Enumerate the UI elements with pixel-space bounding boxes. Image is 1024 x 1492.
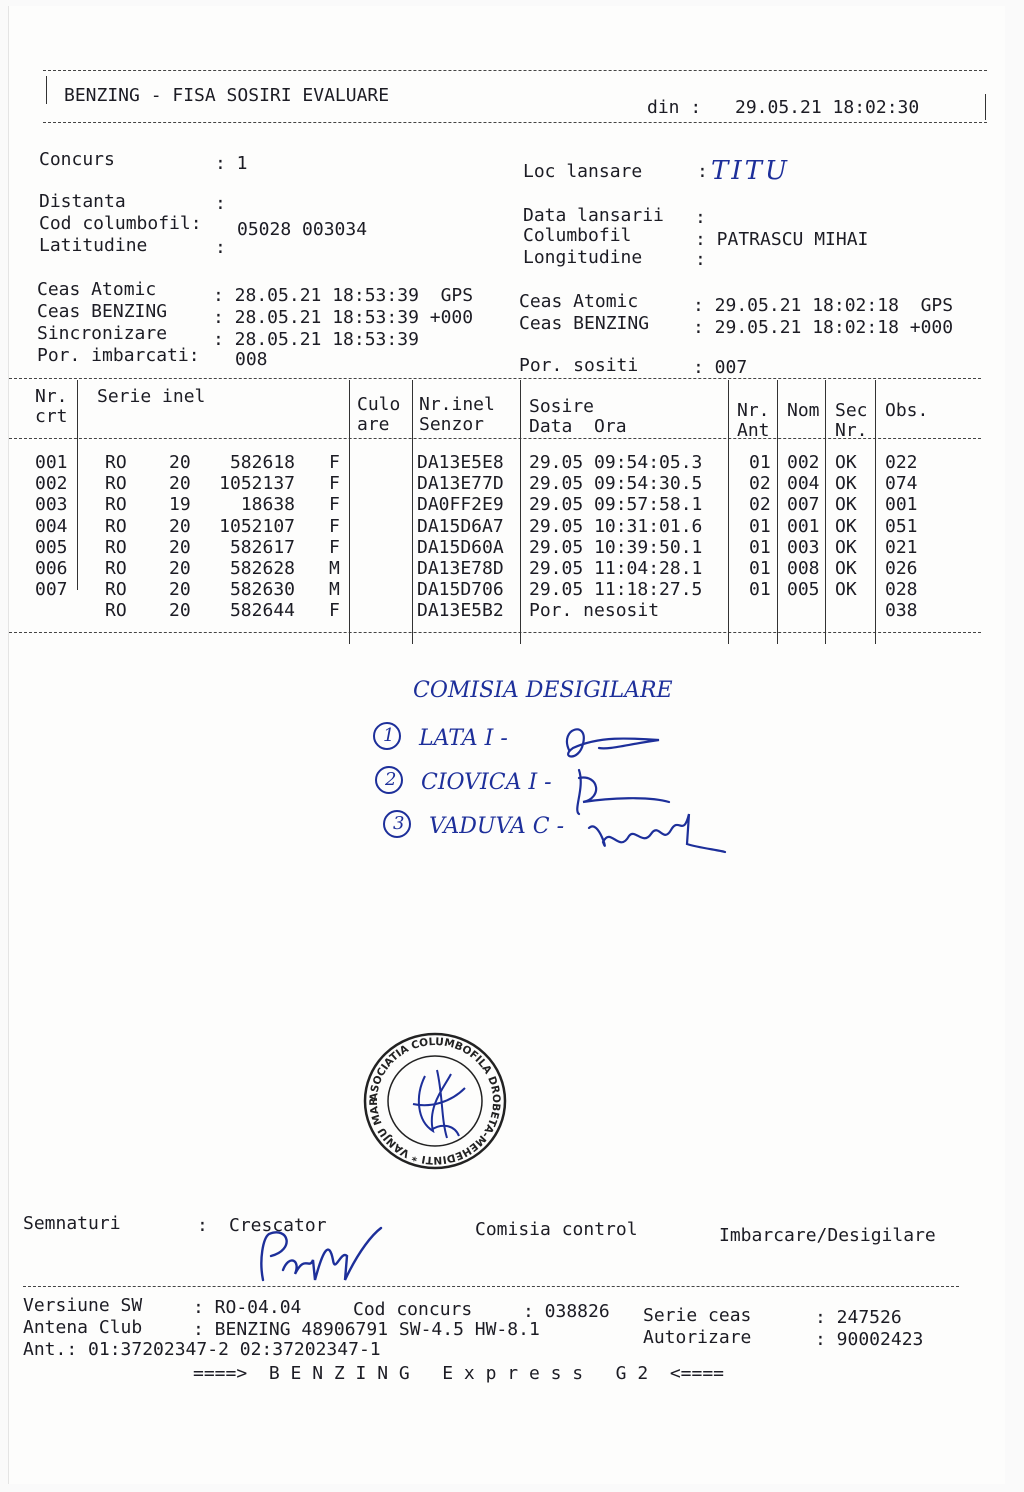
autorizare-label: Autorizare: [643, 1327, 752, 1348]
member-1-name: LATA I -: [419, 726, 508, 751]
header-culoare-2: are: [357, 414, 390, 435]
table-cell-ring: 582628: [229, 558, 295, 579]
table-cell-nom: 005: [787, 579, 820, 601]
header-sosire: Sosire: [529, 396, 595, 417]
header-nr-inel: Nr.inel: [419, 394, 495, 415]
table-cell-country: RO: [105, 494, 127, 516]
col-divider: [412, 380, 413, 644]
table-cell-country: RO: [105, 558, 127, 579]
ceas-atomic-start-label: Ceas Atomic: [37, 279, 157, 300]
loc-lansare-label: Loc lansare: [523, 161, 643, 182]
ceas-atomic-end-label: Ceas Atomic: [519, 291, 639, 312]
table-cell-antenna: 01: [749, 515, 771, 537]
table-cell-country: RO: [105, 515, 127, 537]
loc-lansare-value: TITU: [711, 156, 790, 186]
table-cell-obs: 026: [885, 558, 918, 579]
serie-ceas-label: Serie ceas: [643, 1305, 752, 1326]
table-cell-year: 20: [169, 600, 191, 622]
table-cell-antenna: 01: [749, 536, 771, 558]
porumbei-sositi-value: : 007: [693, 357, 748, 378]
distanta-label: Distanta: [39, 191, 126, 212]
table-cell-year: 20: [169, 579, 191, 601]
table-cell-nr: 001: [35, 452, 68, 473]
header-left-bar: [46, 76, 47, 104]
col-divider: [825, 380, 826, 644]
col-divider: [349, 380, 350, 644]
table-cell-sex: M: [329, 579, 340, 601]
loc-lansare-sep: :: [697, 161, 708, 182]
header-top-rule: [43, 70, 987, 71]
table-cell-sensor: DA13E78D: [417, 558, 504, 579]
commission-signatures: [539, 718, 729, 868]
table-cell-sex: F: [329, 515, 340, 537]
table-cell-year: 20: [169, 473, 191, 495]
table-cell-antenna: 01: [749, 558, 771, 579]
table-cell-sensor: DA15D6A7: [417, 515, 504, 537]
table-bottom-rule: [9, 632, 981, 633]
table-cell-sec: OK: [835, 558, 857, 579]
table-cell-sensor: DA13E5B2: [417, 600, 504, 622]
header-right-bar: [985, 94, 986, 120]
comisia-control-label: Comisia control: [475, 1219, 638, 1240]
header-nr: Nr.: [35, 386, 68, 407]
serie-ceas-value: : 247526: [815, 1307, 902, 1328]
table-cell-sex: F: [329, 494, 340, 516]
date-value: 29.05.21 18:02:30: [735, 97, 920, 118]
header-culoare-1: Culo: [357, 394, 401, 415]
table-cell-obs: 022: [885, 452, 918, 473]
table-cell-sensor: DA13E77D: [417, 473, 504, 495]
signatures-label: Semnaturi: [23, 1213, 121, 1234]
table-cell-year: 19: [169, 494, 191, 516]
table-cell-ring: 582630: [229, 579, 295, 601]
table-cell-arrival: Por. nesosit: [529, 600, 660, 622]
member-number-3: 3: [393, 813, 405, 834]
columbofil-value: : PATRASCU MIHAI: [695, 229, 869, 250]
table-cell-sec: OK: [835, 473, 857, 495]
stamp-text: ASOCIATIA COLUMBOFILA DROBETA-MEHEDINTI * VANJU MARE *: [351, 1017, 503, 1167]
ceas-atomic-start-value: : 28.05.21 18:53:39 GPS: [213, 285, 474, 306]
table-cell-country: RO: [105, 579, 127, 601]
col-divider: [875, 380, 876, 644]
handwritten-commission-title: COMISIA DESIGILARE: [413, 678, 673, 703]
header-crt: crt: [35, 406, 68, 427]
ceas-benzing-end-value: : 29.05.21 18:02:18 +000: [693, 317, 954, 338]
footer-rule: [23, 1286, 959, 1287]
header-bottom-rule: [43, 122, 987, 123]
table-cell-nr: 006: [35, 558, 68, 579]
header-senzor: Senzor: [419, 414, 485, 435]
table-cell-sec: OK: [835, 579, 857, 601]
table-cell-nom: 008: [787, 558, 820, 579]
columbofil-label: Columbofil: [523, 225, 632, 246]
table-cell-arrival: 29.05 11:18:27.5: [529, 579, 703, 601]
table-cell-arrival: 29.05 09:54:05.3: [529, 452, 703, 473]
col-divider: [777, 380, 778, 644]
data-lansarii-value: :: [695, 207, 706, 228]
table-cell-arrival: 29.05 10:39:50.1: [529, 536, 703, 558]
table-cell-arrival: 29.05 09:57:58.1: [529, 494, 703, 516]
header-obs: Obs.: [885, 400, 929, 421]
benzing-express-banner: ====> B E N Z I N G E x p r e s s G 2 <====: [193, 1363, 725, 1384]
distanta-value: :: [215, 193, 226, 214]
table-cell-sensor: DA15D706: [417, 579, 504, 601]
table-cell-ring: 1052137: [219, 473, 295, 495]
autorizare-value: : 90002423: [815, 1329, 924, 1350]
porumbei-sositi-label: Por. sositi: [519, 355, 639, 376]
versiune-sw-value: : RO-04.04: [193, 1297, 302, 1318]
ceas-atomic-end-value: : 29.05.21 18:02:18 GPS: [693, 295, 954, 316]
table-cell-ring: 582644: [229, 600, 295, 622]
table-cell-nr: 003: [35, 494, 68, 516]
table-cell-obs: 051: [885, 515, 918, 537]
table-cell-country: RO: [105, 473, 127, 495]
crescator-label: Crescator: [229, 1215, 327, 1236]
col-divider: [520, 380, 521, 644]
cod-concurs-value: : 038826: [523, 1301, 610, 1322]
ceas-benzing-end-label: Ceas BENZING: [519, 313, 650, 334]
ceas-benzing-start-value: : 28.05.21 18:53:39 +000: [213, 307, 474, 328]
table-cell-sec: OK: [835, 494, 857, 516]
club-stamp: [351, 1017, 515, 1176]
longitudine-label: Longitudine: [523, 247, 643, 268]
ceas-benzing-start-label: Ceas BENZING: [37, 301, 168, 322]
imbarcare-desigilare-label: Imbarcare/Desigilare: [719, 1225, 936, 1246]
col-divider: [728, 380, 729, 644]
table-cell-ring: 582618: [229, 452, 295, 473]
table-cell-obs: 038: [885, 600, 918, 622]
table-cell-nom: 002: [787, 452, 820, 473]
table-cell-ring: 1052107: [219, 515, 295, 537]
table-cell-country: RO: [105, 452, 127, 473]
table-cell-sensor: DA13E5E8: [417, 452, 504, 473]
table-cell-sensor: DA0FF2E9: [417, 494, 504, 516]
member-number-2: 2: [385, 769, 397, 790]
col-divider: [77, 380, 78, 590]
table-cell-obs: 028: [885, 579, 918, 601]
cod-columbofil-label: Cod columbofil:: [39, 213, 202, 234]
table-cell-obs: 021: [885, 536, 918, 558]
header-serie-inel: Serie inel: [97, 386, 206, 407]
sincronizare-value: : 28.05.21 18:53:39: [213, 329, 419, 350]
table-cell-sex: F: [329, 600, 340, 622]
breeder-signature: [249, 1220, 389, 1294]
header-data-ora: Data Ora: [529, 416, 627, 437]
table-cell-sec: OK: [835, 515, 857, 537]
table-cell-nom: 003: [787, 536, 820, 558]
table-cell-sec: OK: [835, 536, 857, 558]
concurs-value: : 1: [215, 153, 248, 174]
signatures-sep: :: [197, 1215, 208, 1236]
table-cell-sensor: DA15D60A: [417, 536, 504, 558]
latitudine-value: :: [215, 237, 226, 258]
table-cell-ring: 582617: [229, 536, 295, 558]
table-cell-nom: 001: [787, 515, 820, 537]
sincronizare-label: Sincronizare: [37, 323, 168, 344]
table-cell-sex: F: [329, 473, 340, 495]
concurs-label: Concurs: [39, 149, 115, 170]
versiune-sw-label: Versiune SW: [23, 1295, 143, 1316]
table-cell-obs: 074: [885, 473, 918, 495]
member-number-1: 1: [383, 725, 395, 746]
latitudine-label: Latitudine: [39, 235, 148, 256]
table-cell-antenna: 01: [749, 579, 771, 601]
member-3-name: VADUVA C -: [429, 814, 564, 839]
antena-club-value: : BENZING 48906791 SW-4.5 HW-8.1: [193, 1319, 540, 1340]
table-cell-nr: 004: [35, 515, 68, 537]
table-cell-antenna: 02: [749, 494, 771, 516]
svg-text:ASOCIATIA COLUMBOFILA DROBETA-: [351, 1017, 502, 1166]
report-title: BENZING - FISA SOSIRI EVALUARE: [64, 85, 390, 106]
header-nr-ant: Nr.: [737, 400, 770, 421]
header-sec: Sec: [835, 400, 868, 421]
porumbei-imbarcati-label: Por. imbarcati:: [37, 345, 200, 366]
cod-columbofil-value: 05028 003034: [237, 219, 368, 240]
table-cell-sex: F: [329, 452, 340, 473]
cod-concurs-label: Cod concurs: [353, 1299, 473, 1320]
table-cell-sex: F: [329, 536, 340, 558]
table-cell-nom: 004: [787, 473, 820, 495]
table-cell-year: 20: [169, 515, 191, 537]
table-cell-obs: 001: [885, 494, 918, 516]
table-cell-year: 20: [169, 536, 191, 558]
document-page: [8, 6, 1005, 1484]
header-sec-nr: Nr.: [835, 420, 868, 441]
table-cell-sex: M: [329, 558, 340, 579]
table-cell-ring: 18638: [240, 494, 295, 516]
table-cell-nr: 005: [35, 536, 68, 558]
table-cell-sec: OK: [835, 452, 857, 473]
table-cell-nom: 007: [787, 494, 820, 516]
date-label: din :: [647, 97, 702, 118]
porumbei-imbarcati-value: 008: [235, 349, 268, 370]
table-cell-year: 20: [169, 452, 191, 473]
table-cell-country: RO: [105, 536, 127, 558]
data-lansarii-label: Data lansarii: [523, 205, 664, 226]
table-cell-arrival: 29.05 09:54:30.5: [529, 473, 703, 495]
antenna-serials: Ant.: 01:37202347-2 02:37202347-1: [23, 1339, 381, 1360]
member-2-name: CIOVICA I -: [421, 770, 552, 795]
header-ant: Ant: [737, 420, 770, 441]
table-cell-antenna: 02: [749, 473, 771, 495]
table-cell-nr: 002: [35, 473, 68, 495]
table-cell-country: RO: [105, 600, 127, 622]
header-nom: Nom: [787, 400, 820, 421]
table-cell-arrival: 29.05 10:31:01.6: [529, 515, 703, 537]
table-cell-nr: 007: [35, 579, 68, 601]
table-top-rule: [9, 378, 981, 379]
longitudine-value: :: [695, 249, 706, 270]
table-cell-antenna: 01: [749, 452, 771, 473]
table-cell-arrival: 29.05 11:04:28.1: [529, 558, 703, 579]
table-cell-year: 20: [169, 558, 191, 579]
antena-club-label: Antena Club: [23, 1317, 143, 1338]
